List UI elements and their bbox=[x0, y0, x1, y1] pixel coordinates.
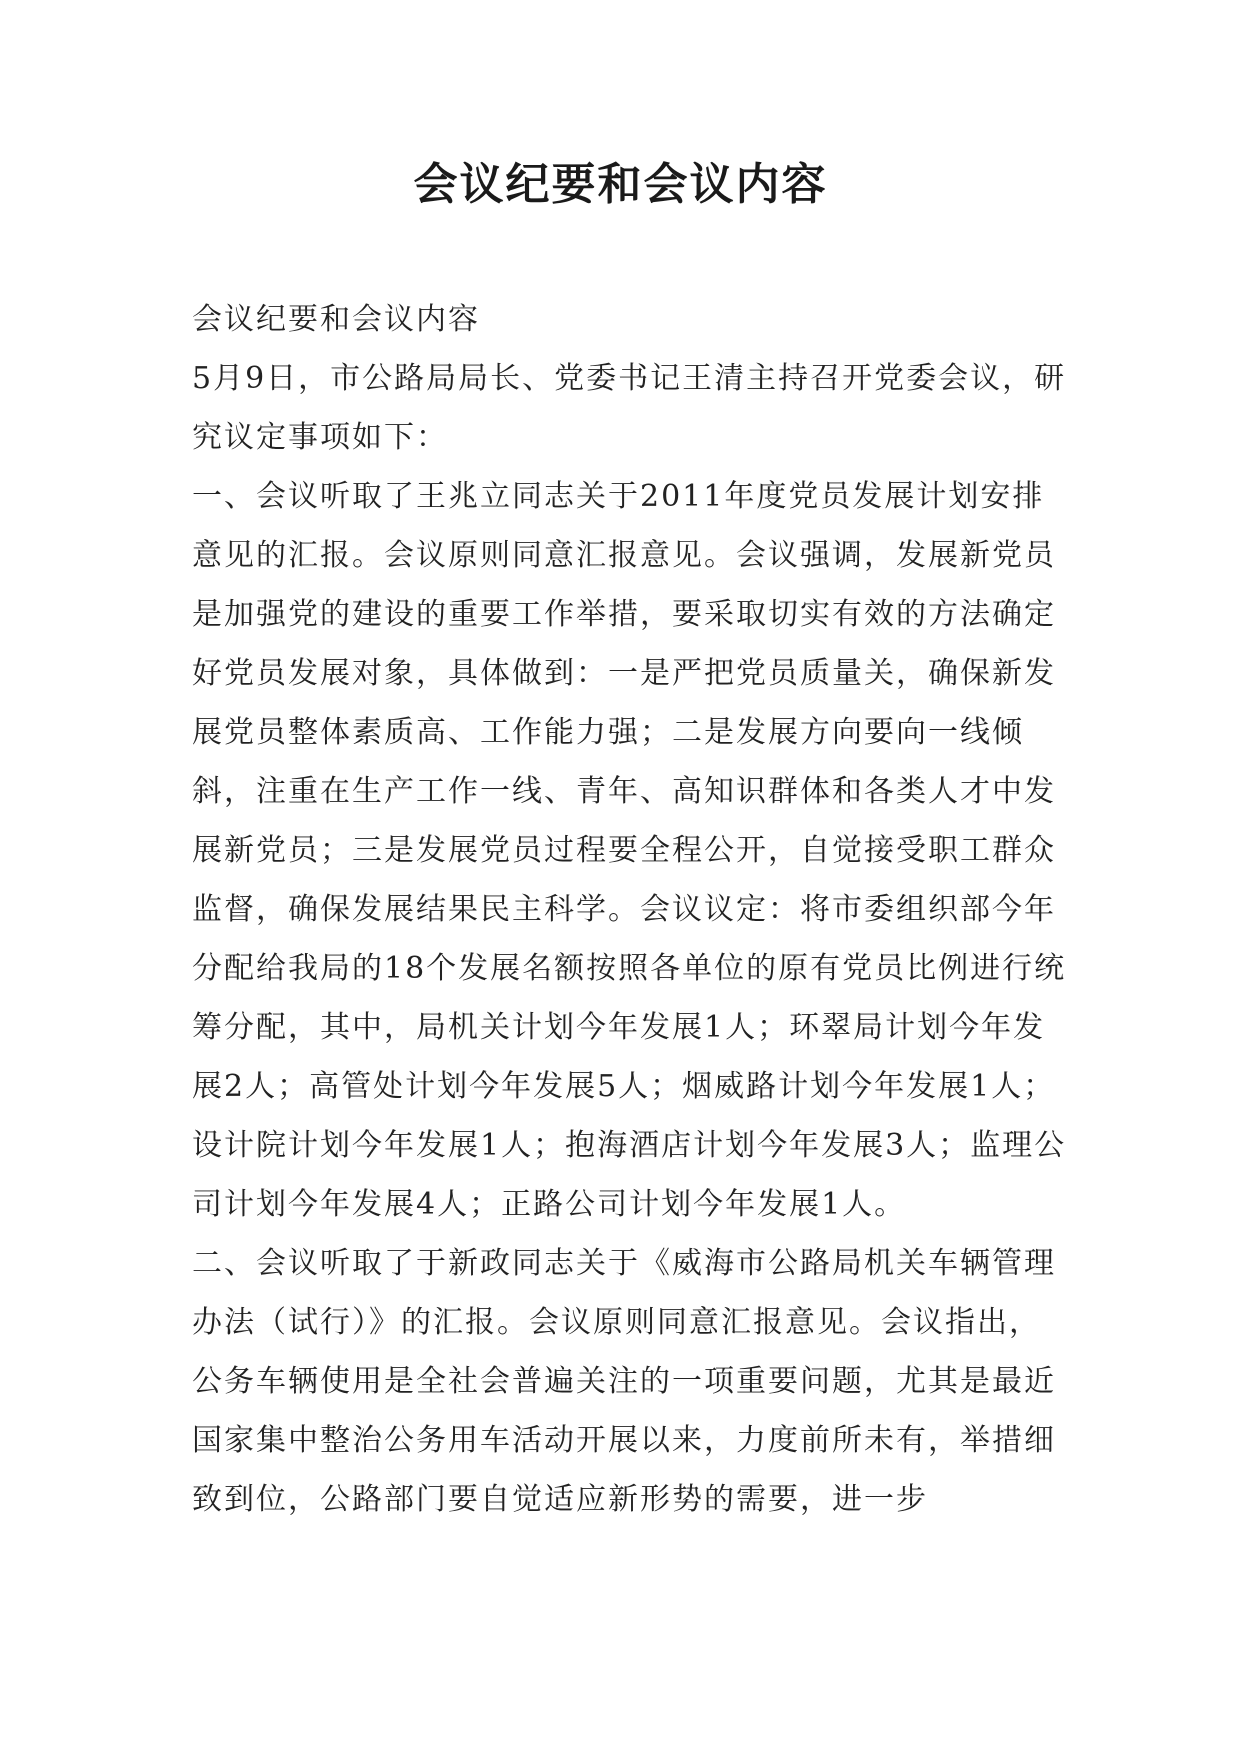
paragraph-item-two: 二、会议听取了于新政同志关于《威海市公路局机关车辆管理办法（试行）》的汇报。会议原则同意汇报意见。会议指出，公务车辆使用是全社会普遍关注的一项重要问题，尤其是最近国家集中整治公务用车活动开展以来，力度前所未有，举措细致到位，公路部门要自觉适应新形势的需要，进一步 bbox=[192, 1246, 1056, 1517]
document-title: 会议纪要和会议内容 bbox=[413, 159, 828, 210]
paragraph-intro: 5月9日，市公路局局长、党委书记王清主持召开党委会议，研究议定事项如下： bbox=[192, 361, 1067, 455]
paragraph-item-one: 一、会议听取了王兆立同志关于2011年度党员发展计划安排意见的汇报。会议原则同意汇报意见。会议强调，发展新党员是加强党的建设的重要工作举措，要采取切实有效的方法确定好党员发展对象，具体做到：一是严把党员质量关，确保新发展党员整体素质高、工作能力强；二是发展方向要向一线倾斜，注重在生产工作一线、青年、高知识群体和各类人才中发展新党员；三是发展党员过程要全程公开，自觉接受职工群众监督，确保发展结果民主科学。会议议定：将市委组织部今年分配给我局的18个发展名额按照各单位的原有党员比例进行统筹分配，其中，局机关计划今年发展1人；环翠局计划今年发展2人；高管处计划今年发展5人；烟威路计划今年发展1人；设计院计划今年发展1人；抱海酒店计划今年发展3人；监理公司计划今年发展4人；正路公司计划今年发展1人。 bbox=[192, 479, 1067, 1222]
paragraph-subtitle: 会议纪要和会议内容 bbox=[192, 302, 480, 337]
document-body bbox=[192, 290, 1072, 1529]
